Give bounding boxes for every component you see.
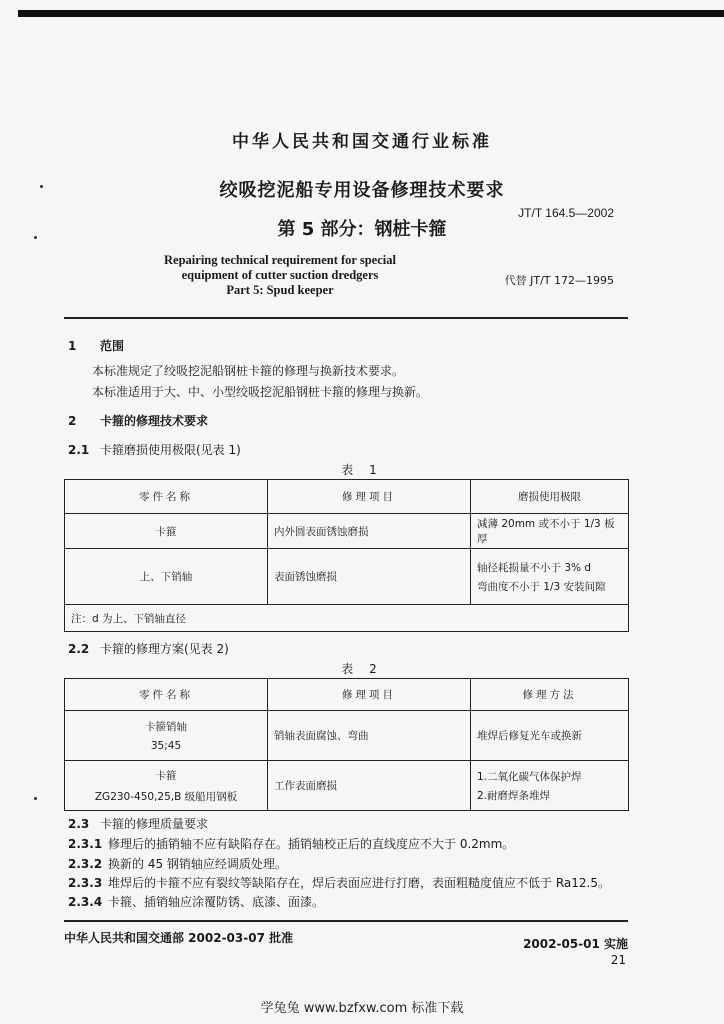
table-header: 零件名称 <box>65 679 268 711</box>
table-cell <box>471 761 629 811</box>
cell-line: 2.耐磨焊条堆焊 <box>477 789 551 802</box>
table-header: 磨损使用极限 <box>471 480 629 514</box>
effective-date: 2002-05-01 实施 <box>523 937 628 951</box>
table-cell: 工作表面磨损 <box>268 761 471 811</box>
table-header: 修理项目 <box>268 679 471 711</box>
subsection-2-3: 2.3 卡箍的修理质量要求 <box>68 817 209 831</box>
top-border <box>18 10 724 17</box>
list-item: 2.3.1 修理后的插销轴不应有缺陷存在。插销轴校正后的直线度应不大于 0.2mm。 <box>68 837 515 851</box>
table-2-caption: 表 2 <box>341 662 383 676</box>
english-title-line: equipment of cutter suction dredgers <box>181 268 379 282</box>
paragraph: 本标准规定了绞吸挖泥船钢桩卡箍的修理与换新技术要求。 <box>92 364 405 378</box>
table-cell: 减薄 20mm 或不小于 1/3 板厚 <box>471 514 629 549</box>
table-1 <box>64 479 629 632</box>
header-rule <box>64 317 628 319</box>
scan-speck <box>34 797 37 800</box>
table-2 <box>64 678 629 811</box>
section-1-heading: 1 范围 <box>68 339 125 353</box>
table-cell: 表面锈蚀磨损 <box>268 549 471 605</box>
replaces-note: 代替 JT/T 172—1995 <box>504 274 614 287</box>
section-2-heading: 2 卡箍的修理技术要求 <box>68 414 209 428</box>
list-item: 2.3.2 换新的 45 钢销轴应经调质处理。 <box>68 857 287 871</box>
table-cell: 堆焊后修复光车或换新 <box>471 711 629 761</box>
subsection-2-2: 2.2 卡箍的修理方案(见表 2) <box>68 642 229 656</box>
table-header: 修理方法 <box>471 679 629 711</box>
part-title: 第 5 部分：钢桩卡箍 <box>277 219 447 240</box>
table-header: 修理项目 <box>268 480 471 514</box>
table-cell: 内外圆表面锈蚀磨损 <box>268 514 471 549</box>
table-cell: 上、下销轴 <box>65 549 268 605</box>
list-item: 2.3.4 卡箍、插销轴应涂覆防锈、底漆、面漆。 <box>68 895 325 909</box>
watermark-text: 学兔兔 www.bzfxw.com 标准下载 <box>260 1001 464 1016</box>
table-cell <box>471 549 629 605</box>
table-row <box>65 605 629 632</box>
standard-code: JT/T 164.5—2002 <box>518 206 614 220</box>
english-title-line: Part 5: Spud keeper <box>226 283 334 297</box>
cell-line: 卡箍 <box>155 769 177 782</box>
issued-by: 中华人民共和国交通部 2002-03-07 批准 <box>64 931 294 945</box>
cell-line: 轴径耗损量不小于 3% d <box>477 561 591 574</box>
footer-rule <box>64 920 628 922</box>
table-cell: 卡箍 <box>65 514 268 549</box>
table-cell <box>65 711 268 761</box>
table-header: 零件名称 <box>65 480 268 514</box>
table-row <box>65 711 629 761</box>
table-cell: 销轴表面腐蚀、弯曲 <box>268 711 471 761</box>
subsection-2-1: 2.1 卡箍磨损使用极限(见表 1) <box>68 443 241 457</box>
list-item: 2.3.3 堆焊后的卡箍不应有裂纹等缺陷存在，焊后表面应进行打磨，表面粗糙度值应不低于 Ra12.5。 <box>68 876 610 890</box>
scan-speck <box>34 236 37 239</box>
cell-line: 弯曲度不小于 1/3 安装间隙 <box>477 580 606 593</box>
table-cell <box>65 761 268 811</box>
paragraph: 本标准适用于大、中、小型绞吸挖泥船钢桩卡箍的修理与换新。 <box>92 385 429 399</box>
cell-line: 35;45 <box>150 740 182 752</box>
table-row <box>65 761 629 811</box>
cell-line: 1.二氧化碳气体保护焊 <box>477 770 582 783</box>
document-title: 绞吸挖泥船专用设备修理技术要求 <box>219 180 505 201</box>
cell-line: 卡箍销轴 <box>145 721 187 733</box>
table-row <box>65 549 629 605</box>
english-title <box>150 253 410 298</box>
cell-line: ZG230-450,25,B 级船用钢板 <box>94 790 238 803</box>
table-1-caption: 表 1 <box>341 463 383 477</box>
page-number: 21 <box>610 953 626 967</box>
agency-title: 中华人民共和国交通行业标准 <box>232 132 492 152</box>
table-note: 注：d 为上、下销轴直径 <box>65 605 629 632</box>
english-title-line: Repairing technical requirement for special <box>164 253 396 267</box>
table-row <box>65 514 629 549</box>
scan-speck <box>40 185 43 188</box>
